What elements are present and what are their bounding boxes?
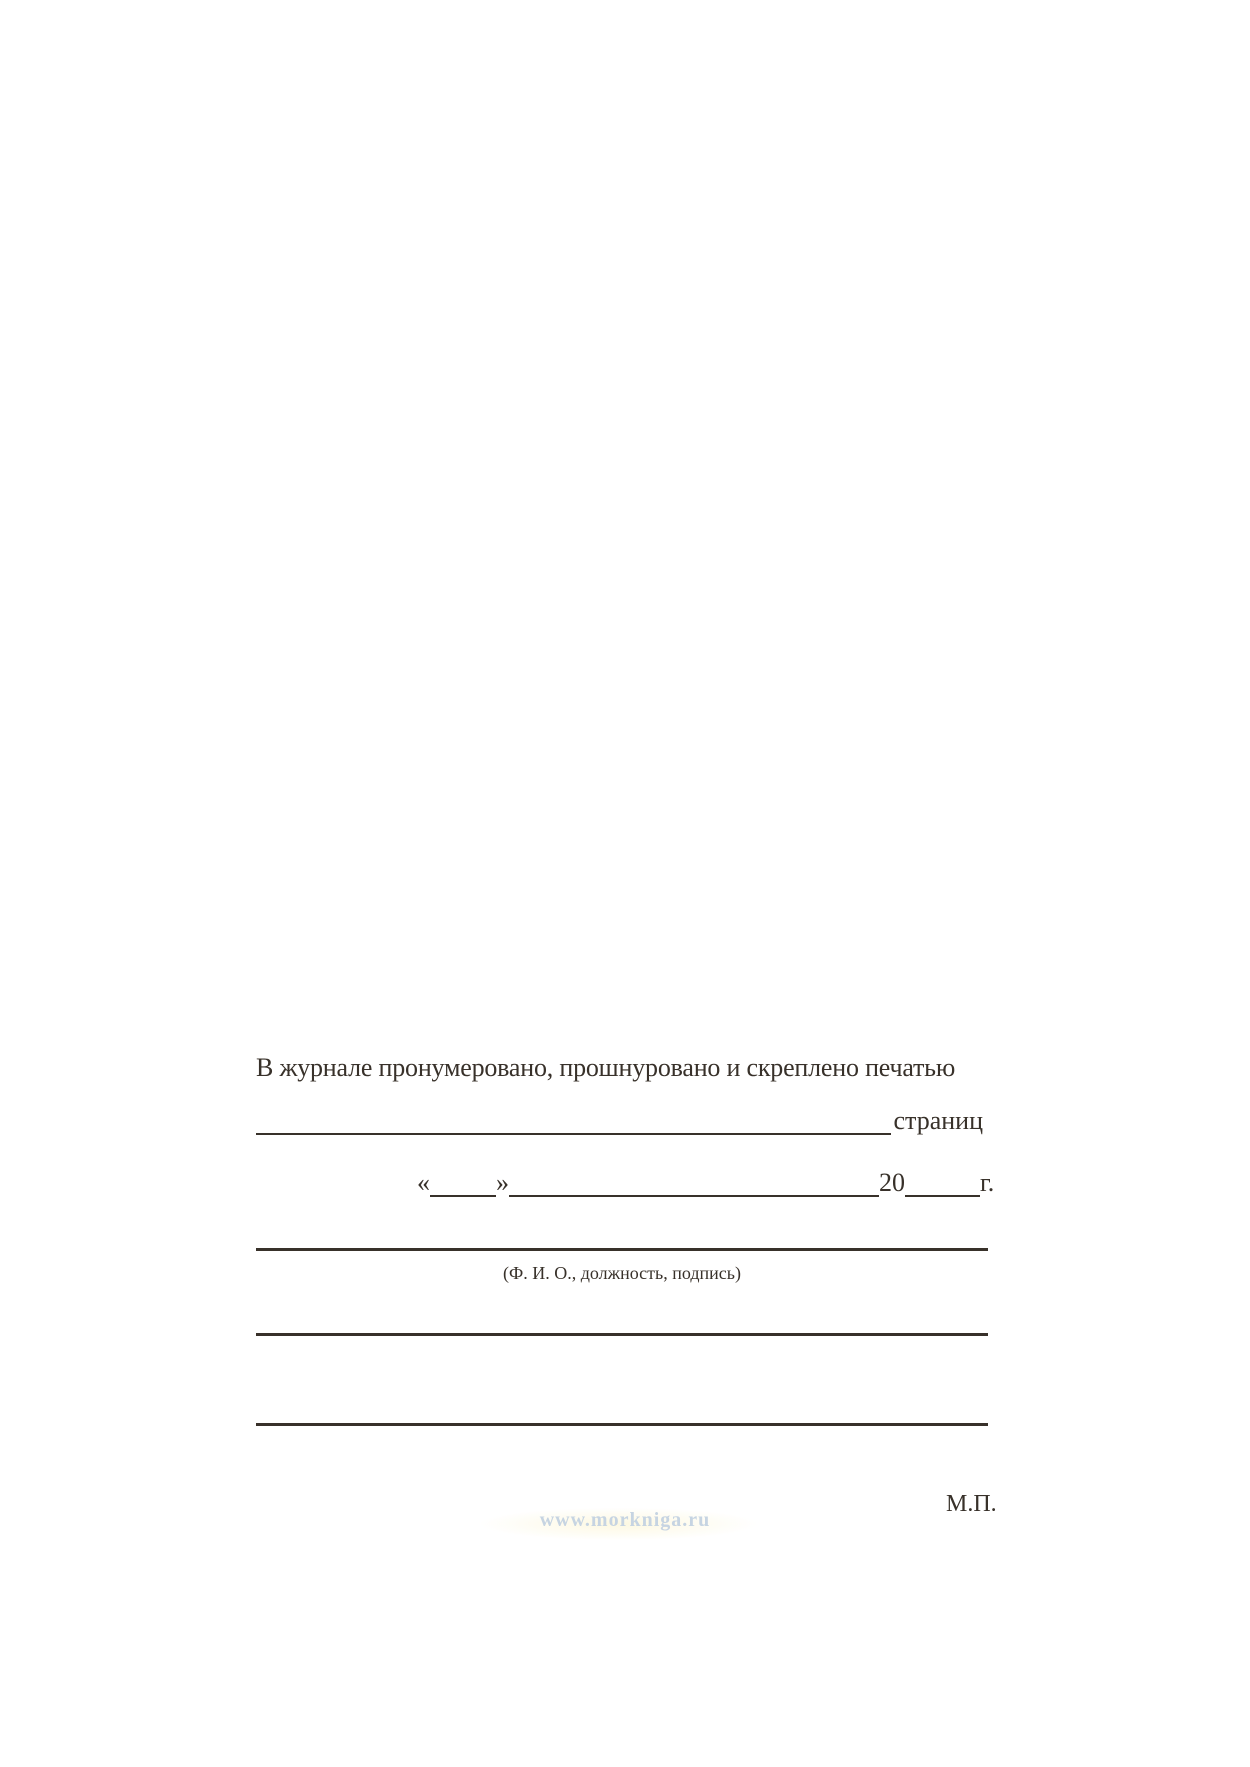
pages-label: страниц (893, 1106, 983, 1135)
pages-count-line (256, 1104, 983, 1138)
date-day-blank (430, 1195, 496, 1197)
pages-count-blank (256, 1133, 891, 1135)
date-year-suffix: г. (980, 1168, 995, 1197)
signature-caption: (Ф. И. О., должность, подпись) (503, 1263, 741, 1283)
blank-line-1 (256, 1333, 988, 1336)
seal-placeholder-label: М.П. (946, 1491, 997, 1517)
signature-line (256, 1248, 988, 1251)
date-month-blank (509, 1195, 879, 1197)
date-line (417, 1166, 994, 1200)
blank-line-2 (256, 1423, 988, 1426)
page-title: В журнале пронумеровано, прошнуровано и скреплено печатью (256, 1053, 956, 1082)
watermark: www.morkniga.ru (470, 1500, 780, 1540)
date-year-blank (905, 1195, 980, 1197)
date-year-prefix: 20 (879, 1168, 905, 1197)
date-open-quote: « (417, 1168, 430, 1197)
date-close-quote: » (496, 1168, 509, 1197)
